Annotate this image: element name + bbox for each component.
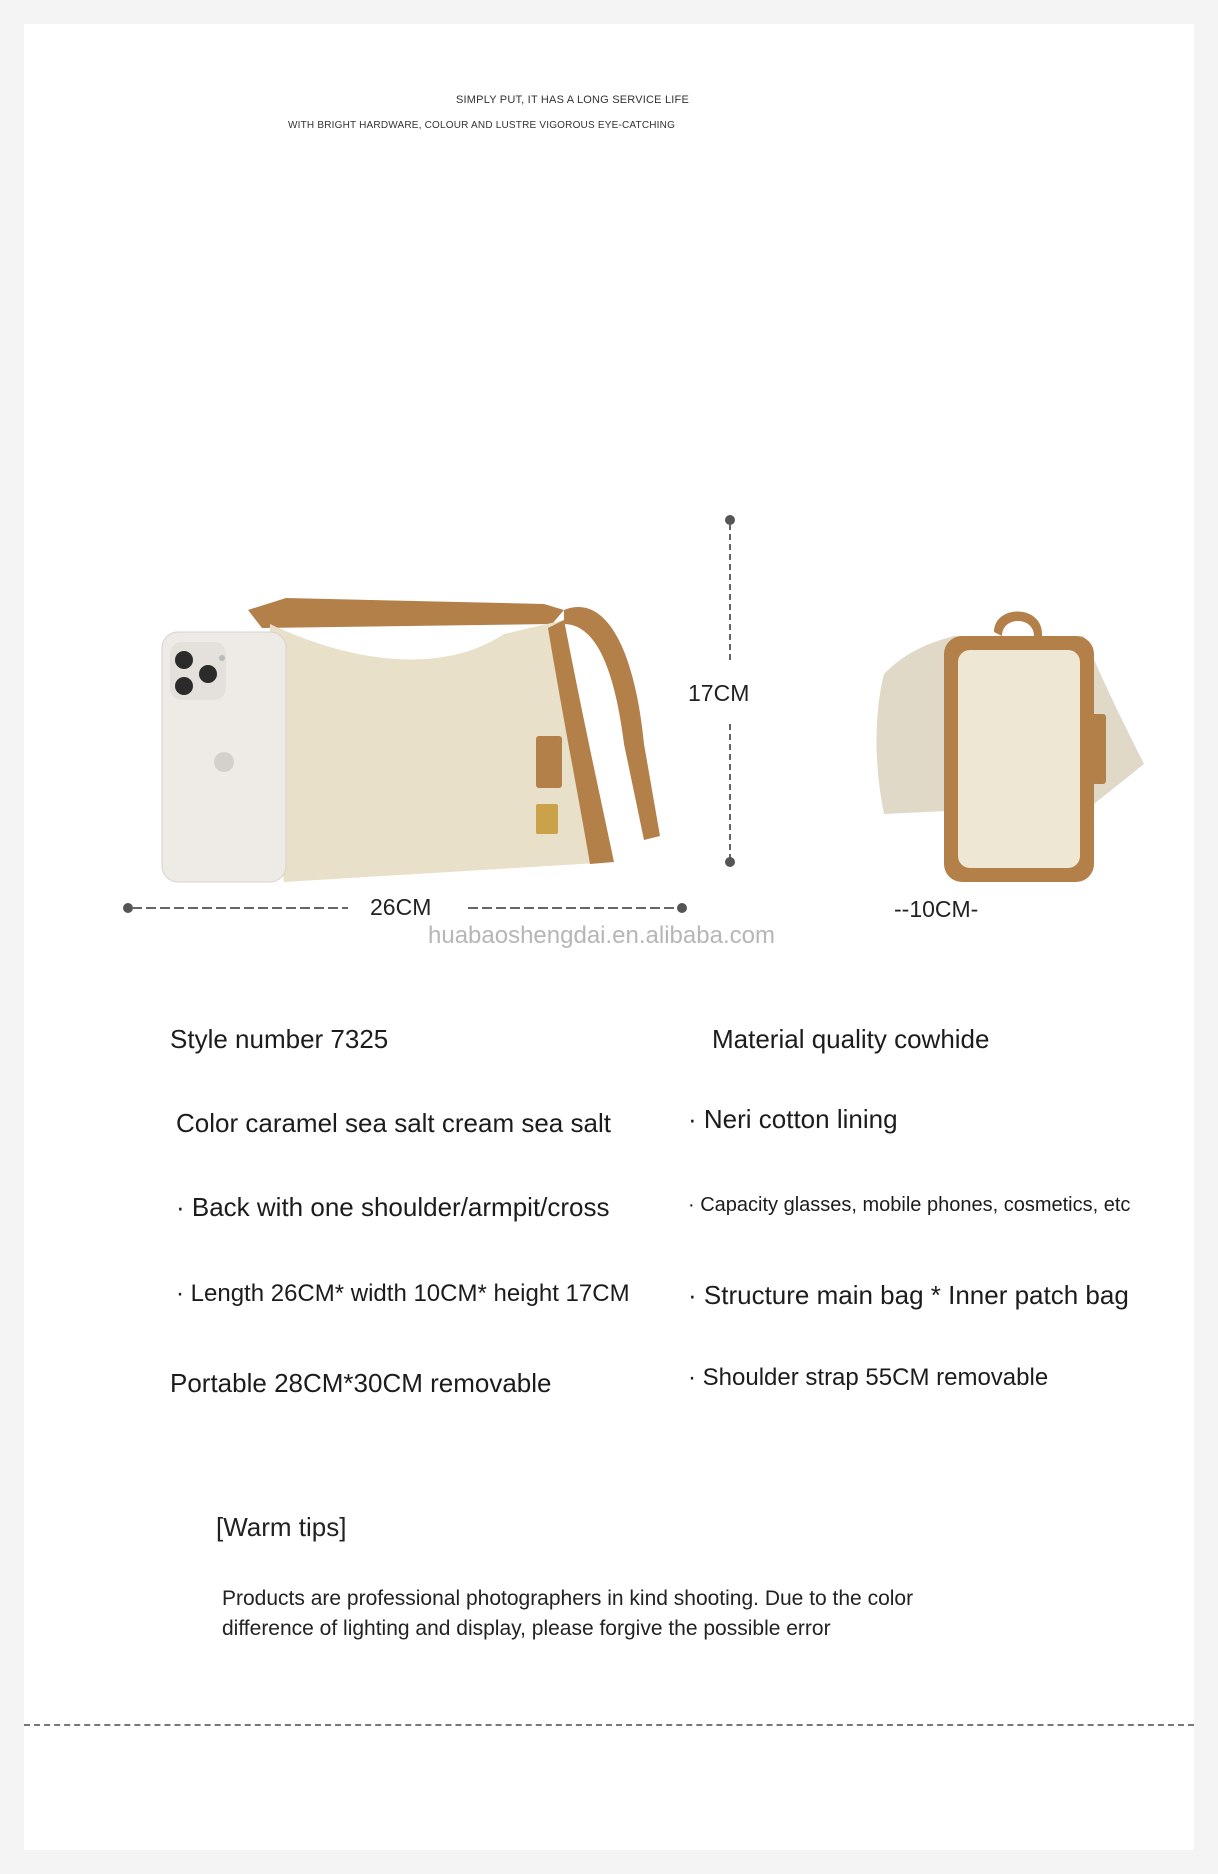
phone-icon [162,632,286,882]
width-label: --10CM- [894,896,979,922]
warm-tips-line-1: Products are professional photographers in kind shooting. Due to the color [222,1587,914,1610]
hang-tag [536,736,562,788]
spec-style-number: Style number 7325 [170,1024,389,1054]
height-label: 17CM [688,680,750,706]
gold-lock [536,804,558,834]
length-label: 26CM [370,894,432,920]
product-detail-page [24,24,1194,1850]
tagline-service-life: SIMPLY PUT, IT HAS A LONG SERVICE LIFE [456,94,689,106]
spec-carry-style: · Back with one shoulder/armpit/cross [176,1192,610,1222]
main-bag [162,598,660,882]
warm-tips-body [222,1584,913,1644]
warm-tips-line-2: difference of lighting and display, please forgive the possible error [222,1617,831,1640]
dashed-divider [24,1724,1194,1726]
spec-color: Color caramel sea salt cream sea salt [176,1108,611,1138]
side-bag [877,611,1145,882]
spec-capacity: · Capacity glasses, mobile phones, cosmetics, etc [688,1194,1131,1216]
watermark: huabaoshengdai.en.alibaba.com [428,922,775,949]
product-illustration [24,24,1194,984]
spec-structure: · Structure main bag * Inner patch bag [688,1280,1129,1310]
tagline-hardware: WITH BRIGHT HARDWARE, COLOUR AND LUSTRE VIGOROUS EYE-CATCHING [288,120,676,131]
spec-lining: · Neri cotton lining [688,1104,898,1134]
spec-material: Material quality cowhide [712,1024,990,1054]
spec-dimensions: · Length 26CM* width 10CM* height 17CM [176,1280,630,1307]
spec-handle: Portable 28CM*30CM removable [170,1368,552,1398]
spec-shoulder-strap: · Shoulder strap 55CM removable [688,1364,1049,1391]
warm-tips-title: [Warm tips] [216,1512,347,1542]
